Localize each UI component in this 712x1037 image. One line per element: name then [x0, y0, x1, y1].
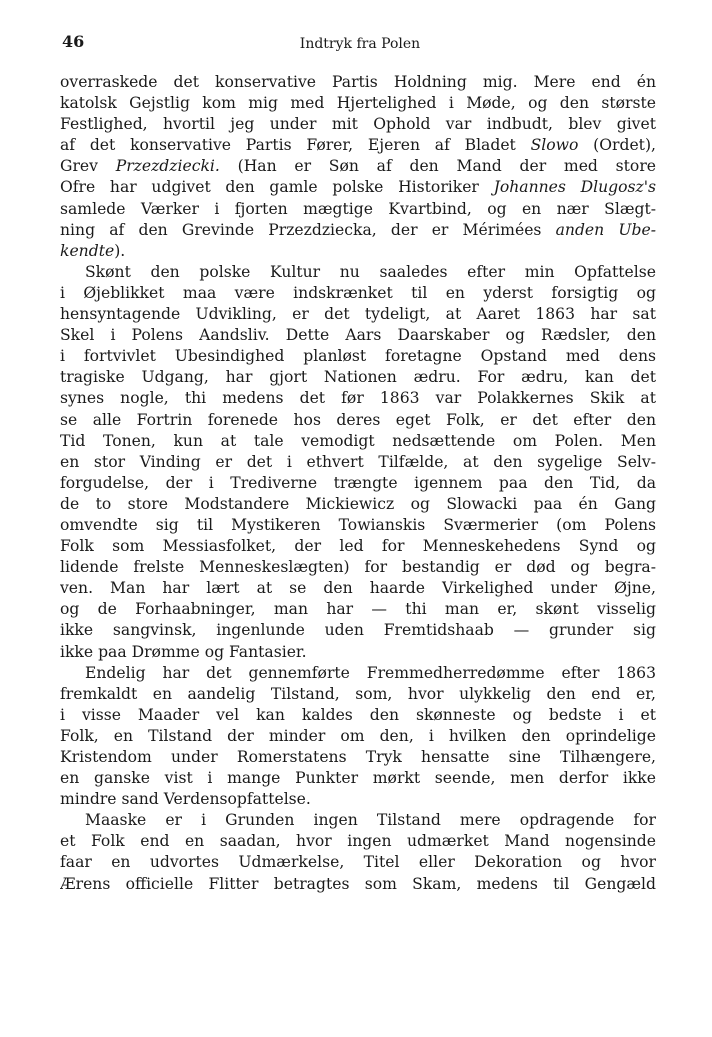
text-segment: ).	[114, 241, 126, 260]
text-line	[60, 726, 656, 747]
text-segment: i fortvivlet Ubesindighed planløst foretagne Opstand med dens	[60, 347, 656, 366]
italic-text: Johannes Dlugosz's	[493, 178, 656, 197]
text-segment: katolsk Gejstlig kom mig med Hjertelighed i Møde, og den største	[60, 94, 656, 113]
body-text	[60, 72, 656, 895]
text-line	[60, 874, 656, 895]
text-line	[60, 93, 656, 114]
page-number: 46	[62, 32, 85, 51]
text-line	[60, 199, 656, 220]
text-line	[60, 831, 656, 852]
text-line	[60, 177, 656, 198]
text-line	[60, 431, 656, 452]
text-segment: omvendte sig til Mystikeren Towianskis Sværmerier (om Polens	[60, 515, 656, 534]
text-segment: Grev	[60, 157, 116, 176]
text-line	[60, 684, 656, 705]
text-segment: faar en udvortes Udmærkelse, Titel eller Dekoration og hvor	[60, 853, 656, 872]
text-segment: ikke sangvinsk, ingenlunde uden Fremtidshaab — grunder sig	[60, 621, 656, 640]
text-line	[60, 663, 656, 684]
text-line	[60, 156, 656, 177]
text-segment: (Han er Søn af den Mand der med store	[219, 157, 656, 176]
text-segment: ikke paa Drømme og Fantasier.	[60, 642, 307, 661]
text-line	[60, 220, 656, 241]
text-segment: Endelig har det gennemførte Fremmedherredømme efter 1863	[85, 663, 656, 682]
text-segment: tragiske Udgang, har gjort Nationen ædru. For ædru, kan det	[60, 368, 656, 387]
text-line	[60, 388, 656, 409]
text-line	[60, 852, 656, 873]
text-segment: (Ordet),	[578, 136, 656, 155]
text-line	[60, 72, 656, 93]
text-segment: fremkaldt en aandelig Tilstand, som, hvor ulykkelig den end er,	[60, 684, 656, 703]
text-segment: Skønt den polske Kultur nu saaledes efter min Opfattelse	[85, 262, 656, 281]
text-line	[60, 789, 656, 810]
text-segment: Festlighed, hvortil jeg under mit Ophold var indbudt, blev givet	[60, 115, 656, 134]
italic-text: Przezdziecki.	[115, 157, 220, 176]
text-segment: af det konservative Partis Fører, Ejeren af Bladet	[60, 136, 531, 155]
text-line	[60, 304, 656, 325]
italic-text: anden Ube-	[555, 220, 656, 239]
text-segment: ning af den Grevinde Przezdziecka, der er Mérimées	[60, 220, 556, 239]
text-line	[60, 599, 656, 620]
text-line	[60, 494, 656, 515]
italic-text: Slowo	[530, 136, 579, 155]
text-line	[60, 346, 656, 367]
text-line	[60, 473, 656, 494]
italic-text: kendte	[60, 241, 115, 260]
text-line	[60, 768, 656, 789]
text-segment: overraskede det konservative Partis Holdning mig. Mere end én	[60, 73, 656, 91]
text-line	[60, 747, 656, 768]
text-segment: hensyntagende Udvikling, er det tydeligt, at Aaret 1863 har sat	[60, 305, 656, 324]
text-segment: Folk, en Tilstand der minder om den, i hvilken den oprindelige	[60, 726, 656, 745]
text-segment: ven. Man har lært at se den haarde Virkelighed under Øjne,	[60, 579, 656, 598]
text-segment: og de Forhaabninger, man har — thi man er, skønt visselig	[60, 600, 656, 619]
text-line	[60, 241, 656, 262]
text-line	[60, 536, 656, 557]
running-title: Indtryk fra Polen	[299, 36, 421, 52]
text-segment: de to store Modstandere Mickiewicz og Slowacki paa én Gang	[60, 494, 656, 513]
text-segment: forgudelse, der i Trediverne trængte igennem paa den Tid, da	[60, 473, 656, 492]
text-segment: se alle Fortrin forenede hos deres eget Folk, er det efter den	[60, 410, 656, 429]
text-line	[60, 367, 656, 388]
text-line	[60, 262, 656, 283]
text-line	[60, 452, 656, 473]
text-segment: Kristendom under Romerstatens Tryk hensatte sine Tilhængere,	[60, 748, 656, 766]
text-line	[60, 642, 656, 663]
text-segment: samlede Værker i fjorten mægtige Kvartbind, og en nær Slægt-	[60, 199, 656, 218]
text-line	[60, 114, 656, 135]
text-segment: Ofre har udgivet den gamle polske Historiker	[60, 178, 494, 197]
text-segment: et Folk end en saadan, hvor ingen udmærket Mand nogensinde	[60, 832, 656, 851]
text-line	[60, 557, 656, 578]
text-line	[60, 810, 656, 831]
text-segment: Ærens officielle Flitter betragtes som Skam, medens til Gengæld	[60, 874, 656, 893]
text-segment: mindre sand Verdensopfattelse.	[60, 790, 311, 809]
text-segment: Maaske er i Grunden ingen Tilstand mere opdragende for	[85, 811, 656, 830]
text-segment: i Øjeblikket maa være indskrænket til en yderst forsigtig og	[60, 283, 656, 302]
text-segment: lidende frelste Menneskeslægten) for bestandig er død og begra-	[60, 558, 656, 577]
text-segment: Folk som Messiasfolket, der led for Menneskehedens Synd og	[60, 537, 656, 556]
text-line	[60, 578, 656, 599]
text-segment: i visse Maader vel kan kaldes den skønneste og bedste i et	[60, 705, 656, 724]
text-segment: synes nogle, thi medens det før 1863 var Polakkernes Skik at	[60, 389, 656, 408]
text-segment: Tid Tonen, kun at tale vemodigt nedsættende om Polen. Men	[60, 431, 656, 450]
text-segment: en ganske vist i mange Punkter mørkt seende, men derfor ikke	[60, 769, 656, 788]
text-line	[60, 283, 656, 304]
text-line	[60, 325, 656, 346]
text-line	[60, 515, 656, 536]
text-line	[60, 135, 656, 156]
text-segment: en stor Vinding er det i ethvert Tilfælde, at den sygelige Selv-	[60, 452, 656, 471]
text-line	[60, 705, 656, 726]
text-segment: Skel i Polens Aandsliv. Dette Aars Daarskaber og Rædsler, den	[60, 326, 656, 345]
text-line	[60, 410, 656, 431]
text-line	[60, 620, 656, 641]
